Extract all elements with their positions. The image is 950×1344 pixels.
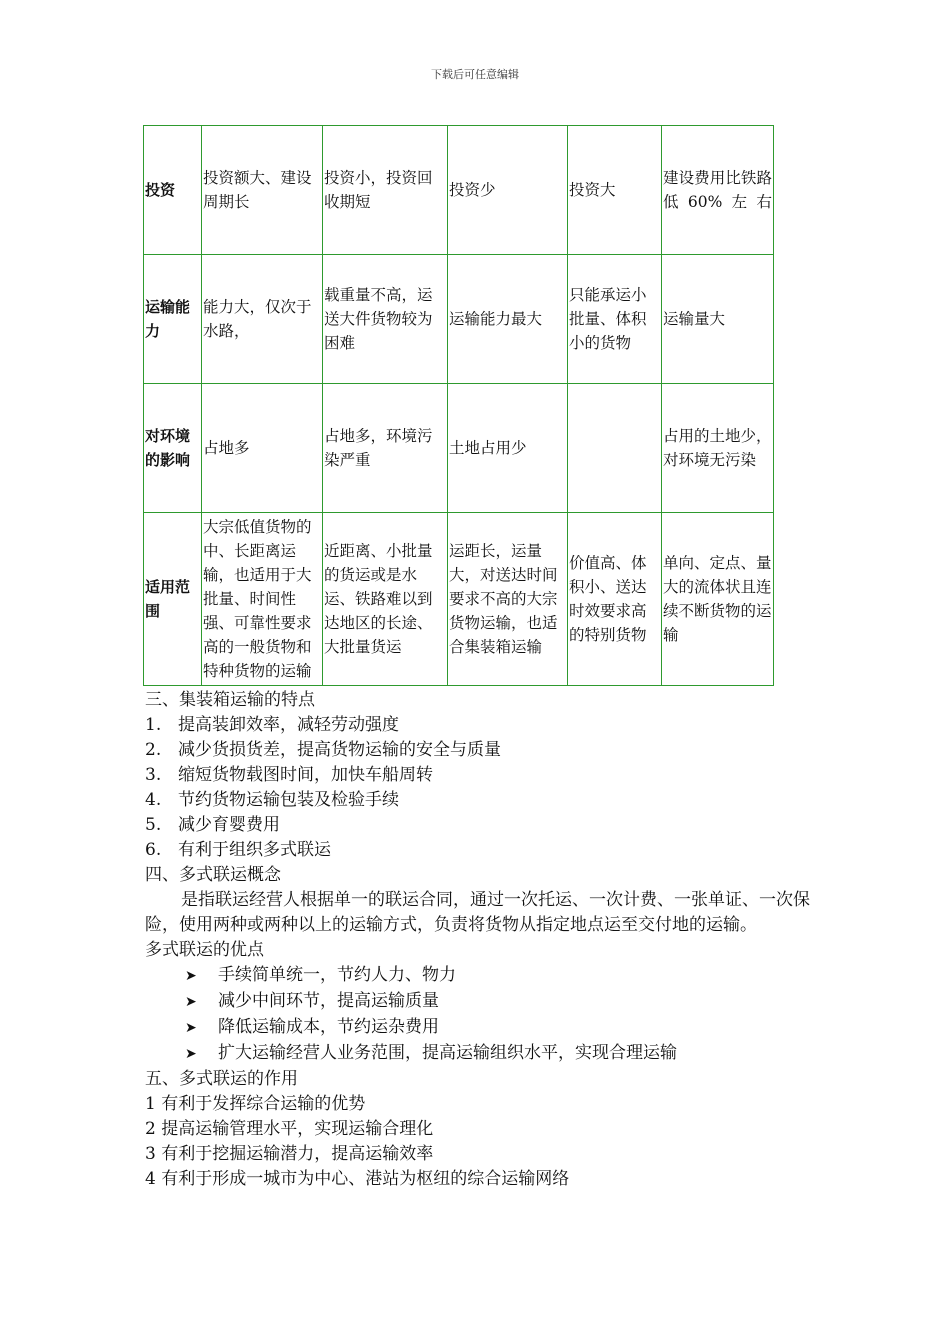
list-number: 3.: [145, 765, 162, 785]
arrow-bullet-icon: ➤: [185, 1020, 197, 1036]
list-item: [145, 713, 810, 738]
table-cell: 建设费用比铁路低60%左右: [662, 126, 774, 255]
list-item: [145, 763, 810, 788]
bullet-item: [145, 989, 810, 1015]
row-label: 对环境的影响: [144, 384, 202, 513]
transport-comparison-table: [143, 125, 774, 686]
table-cell: 占地多，环境污染严重: [323, 384, 448, 513]
list-text: 有利于组织多式联运: [178, 840, 331, 860]
table-cell: 只能承运小批量、体积小的货物: [568, 255, 662, 384]
bullet-item: [145, 1041, 810, 1067]
table-cell: 运输能力最大: [448, 255, 568, 384]
table-cell: 投资小，投资回收期短: [323, 126, 448, 255]
bullet-text: 手续简单统一，节约人力、物力: [218, 965, 456, 985]
document-body: [145, 688, 810, 1192]
table-row: [144, 513, 774, 686]
arrow-bullet-icon: ➤: [185, 1046, 197, 1062]
subsection-title: 多式联运的优点: [145, 940, 264, 960]
table-cell: 运输量大: [662, 255, 774, 384]
row-label: 投资: [144, 126, 202, 255]
table-cell: 投资大: [568, 126, 662, 255]
list-text: 减少育婴费用: [178, 815, 280, 835]
bullet-text: 减少中间环节，提高运输质量: [218, 991, 439, 1011]
list-item: [145, 813, 810, 838]
table-row: [144, 255, 774, 384]
table-cell: [568, 384, 662, 513]
list-number: 4.: [145, 790, 162, 810]
section-title: 四、多式联运概念: [145, 865, 281, 885]
list-item: 2 提高运输管理水平，实现运输合理化: [145, 1119, 434, 1139]
table-cell: 大宗低值货物的中、长距离运输，也适用于大批量、时间性强、可靠性要求高的一般货物和特种货物的运输: [202, 513, 323, 686]
paragraph: 是指联运经营人根据单一的联运合同，通过一次托运、一次计费、一张单证、一次保险，使用两种或两种以上的运输方式，负责将货物从指定地点运至交付地的运输。: [145, 890, 810, 935]
row-label: 适用范围: [144, 513, 202, 686]
table-cell: 占地多: [202, 384, 323, 513]
table-row: [144, 384, 774, 513]
table-cell: 单向、定点、量大的流体状且连续不断货物的运输: [662, 513, 774, 686]
table-row: [144, 126, 774, 255]
table-cell: 投资少: [448, 126, 568, 255]
list-number: 6.: [145, 840, 162, 860]
table-cell: 投资额大、建设周期长: [202, 126, 323, 255]
list-item: 3 有利于挖掘运输潜力，提高运输效率: [145, 1144, 434, 1164]
bullet-item: [145, 963, 810, 989]
table-cell: 运距长，运量大，对送达时间要求不高的大宗货物运输，也适合集装箱运输: [448, 513, 568, 686]
table-cell: 能力大，仅次于水路，: [202, 255, 323, 384]
table-cell: 价值高、体积小、送达时效要求高的特别货物: [568, 513, 662, 686]
arrow-bullet-icon: ➤: [185, 994, 197, 1010]
arrow-bullet-icon: ➤: [185, 968, 197, 984]
list-text: 提高装卸效率，减轻劳动强度: [178, 715, 399, 735]
list-number: 5.: [145, 815, 162, 835]
section-title: 三、集装箱运输的特点: [145, 690, 315, 710]
list-text: 节约货物运输包装及检验手续: [178, 790, 399, 810]
list-item: [145, 788, 810, 813]
list-item: 4 有利于形成一城市为中心、港站为枢纽的综合运输网络: [145, 1169, 570, 1189]
bullet-text: 扩大运输经营人业务范围，提高运输组织水平，实现合理运输: [218, 1043, 677, 1063]
list-text: 缩短货物载图时间，加快车船周转: [178, 765, 433, 785]
list-item: 1 有利于发挥综合运输的优势: [145, 1094, 366, 1114]
bullet-text: 降低运输成本，节约运杂费用: [218, 1017, 439, 1037]
table-cell: 近距离、小批量的货运或是水运、铁路难以到达地区的长途、大批量货运: [323, 513, 448, 686]
table-cell: 占用的土地少，对环境无污染: [662, 384, 774, 513]
list-number: 1.: [145, 715, 162, 735]
section-title: 五、多式联运的作用: [145, 1069, 298, 1089]
table-cell: 土地占用少: [448, 384, 568, 513]
table-cell: 载重量不高，运送大件货物较为困难: [323, 255, 448, 384]
page-header: 下载后可任意编辑: [431, 68, 519, 81]
list-number: 2.: [145, 740, 162, 760]
list-item: [145, 838, 810, 863]
list-text: 减少货损货差，提高货物运输的安全与质量: [178, 740, 501, 760]
list-item: [145, 738, 810, 763]
row-label: 运输能力: [144, 255, 202, 384]
bullet-item: [145, 1015, 810, 1041]
